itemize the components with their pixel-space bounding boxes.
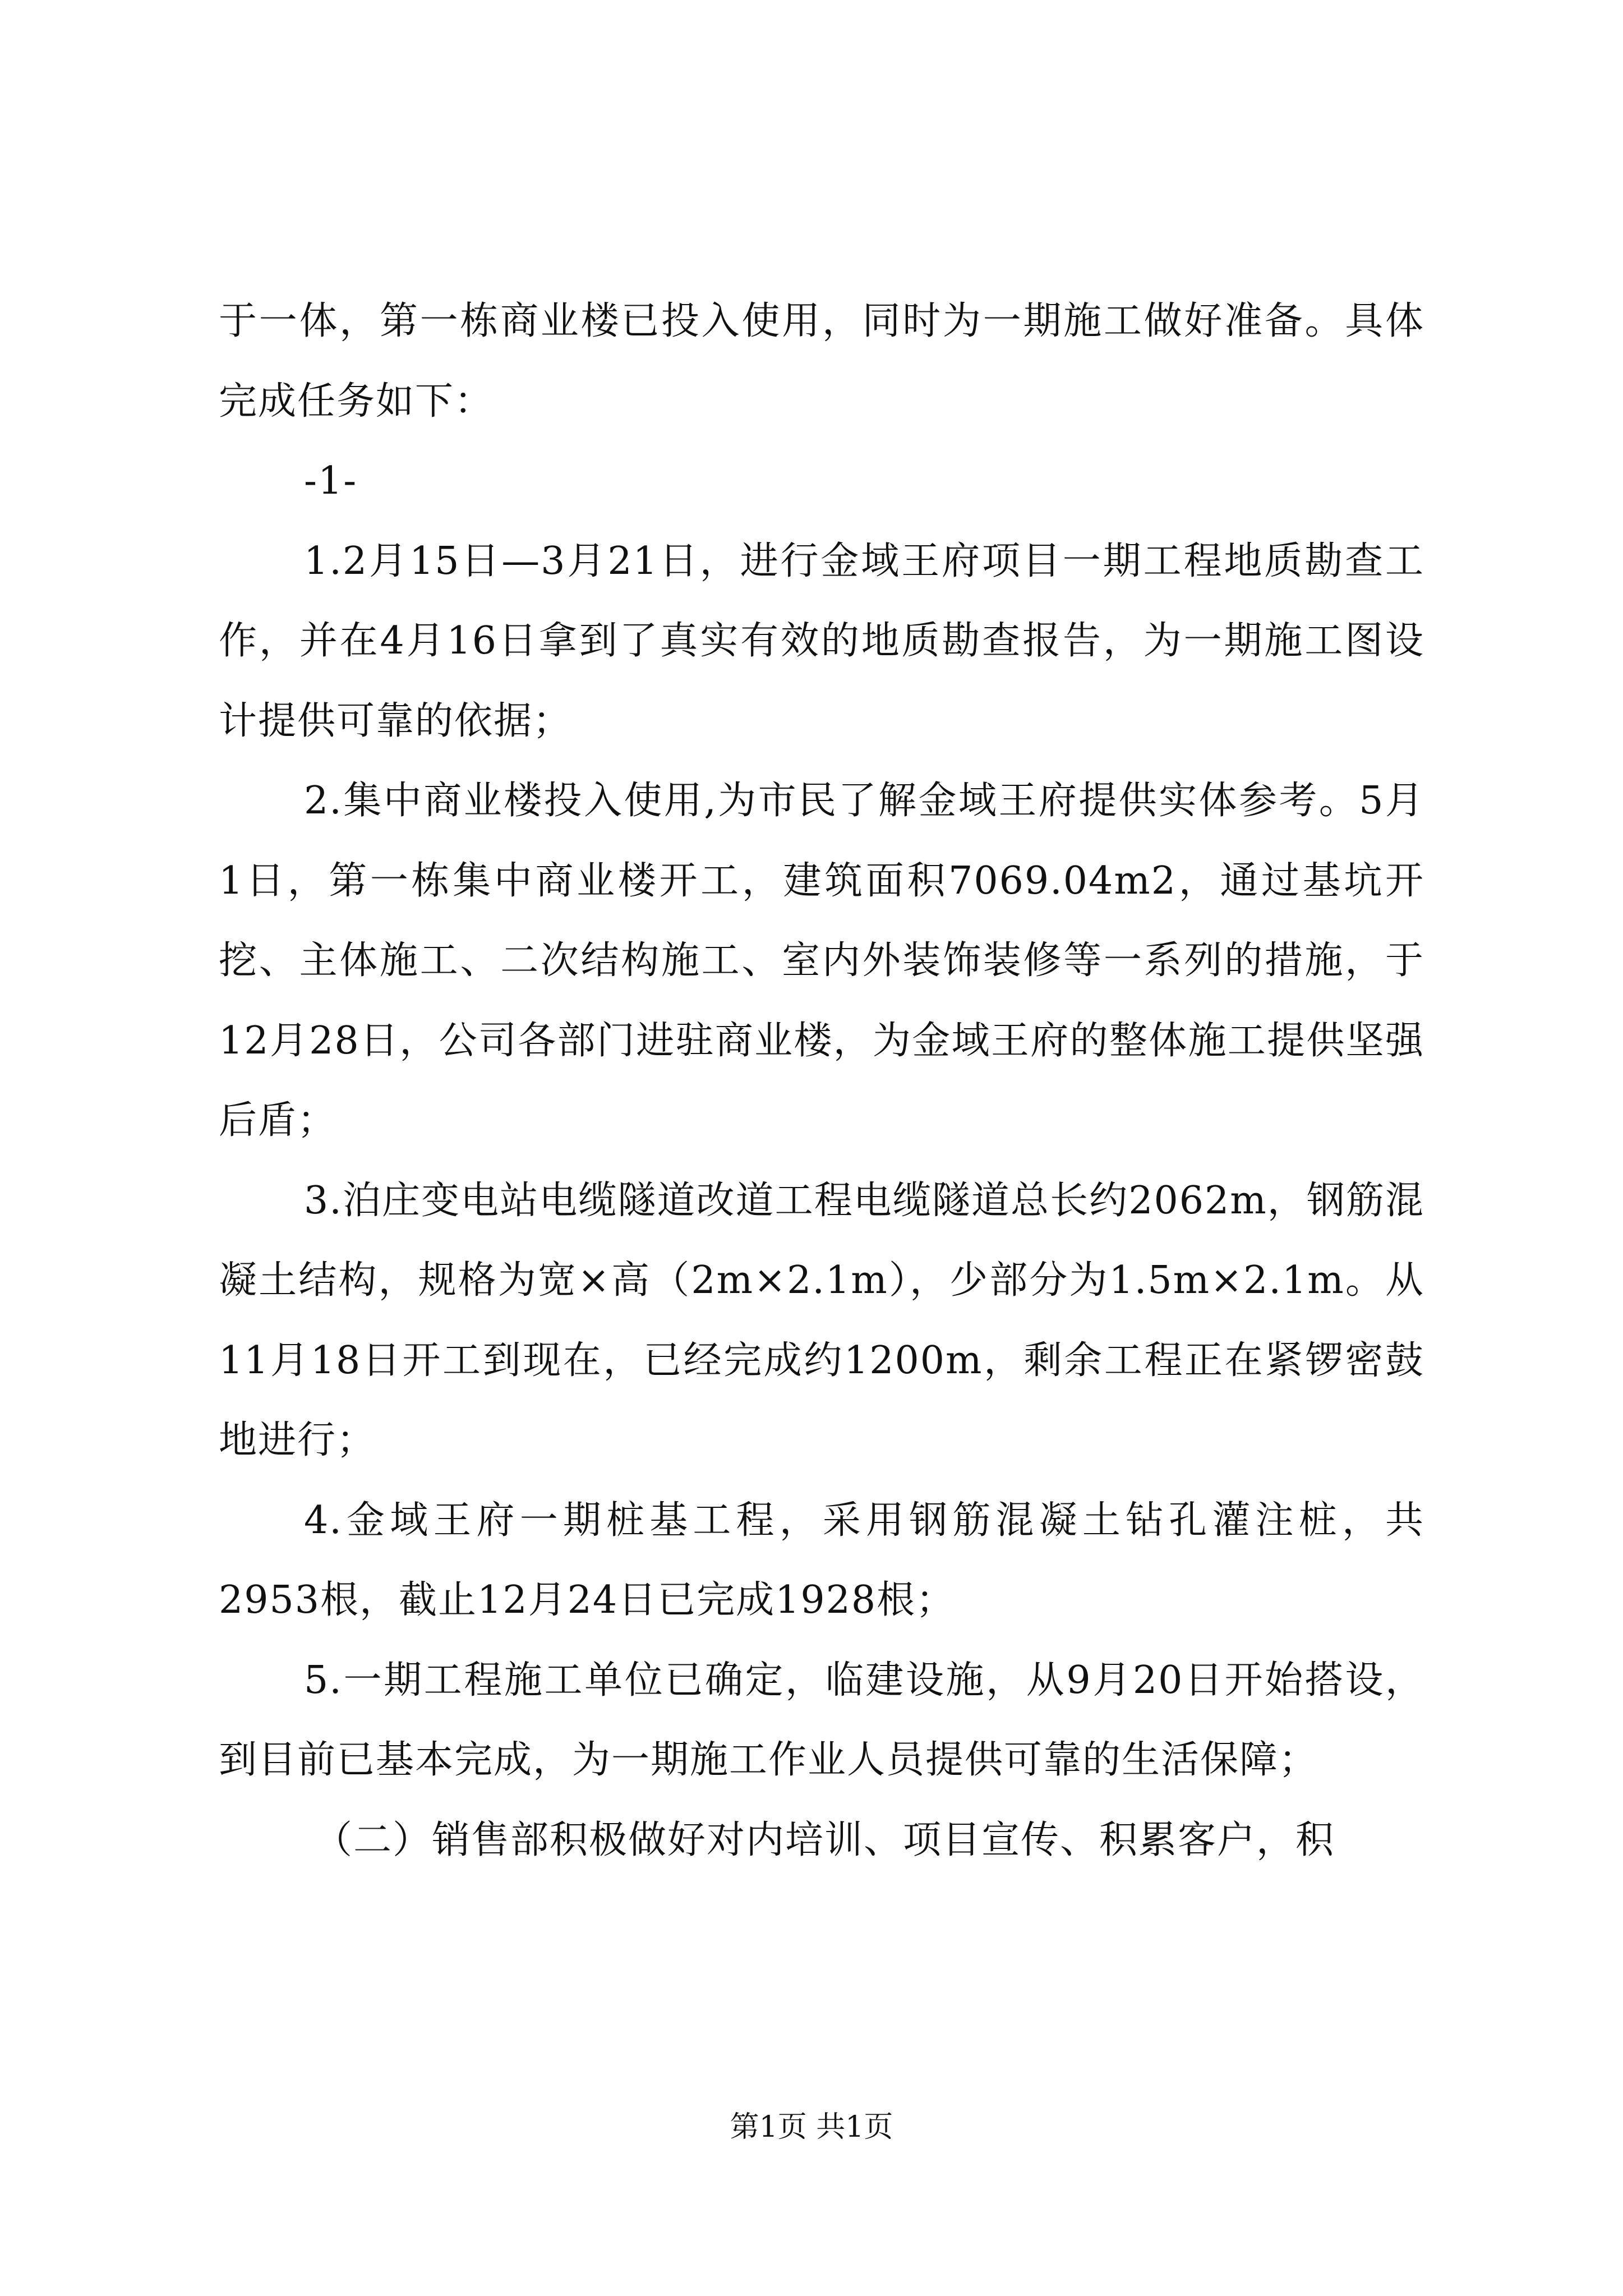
paragraph-item-2: 2.集中商业楼投入使用,为市民了解金域王府提供实体参考。5月1日，第一栋集中商业楼开工，建筑面积7069.04m2，通过基坑开挖、主体施工、二次结构施工、室内外装饰装修等一系列的措施，于12月28日，公司各部门进驻商业楼，为金域王府的整体施工提供坚强后盾；: [219, 779, 1424, 1143]
paragraph-continued: 于一体，第一栋商业楼已投入使用，同时为一期施工做好准备。具体完成任务如下：: [219, 299, 1424, 424]
paragraph-item-1: 1.2月15日—3月21日，进行金域王府项目一期工程地质勘查工作，并在4月16日拿到了真实有效的地质勘查报告，为一期施工图设计提供可靠的依据；: [219, 539, 1424, 743]
paragraph-item-3: 3.泊庄变电站电缆隧道改道工程电缆隧道总长约2062m，钢筋混凝土结构，规格为宽×高（2m×2.1m），少部分为1.5m×2.1m。从11月18日开工到现在，已经完成约1200m，剩余工程正在紧锣密鼓地进行；: [219, 1178, 1424, 1462]
paragraph-item-5: 5.一期工程施工单位已确定，临建设施，从9月20日开始搭设，到目前已基本完成，为一期施工作业人员提供可靠的生活保障；: [219, 1658, 1424, 1782]
paragraph-section-2: （二）销售部积极做好对内培训、项目宣传、积累客户，积: [314, 1818, 1335, 1862]
document-body: [219, 282, 1424, 1880]
page-number-footer: 第1页 共1页: [730, 2110, 893, 2144]
paragraph-page-marker: -1-: [304, 459, 358, 503]
paragraph-item-4: 4.金域王府一期桩基工程，采用钢筋混凝土钻孔灌注桩，共2953根，截止12月24日已完成1928根；: [219, 1498, 1424, 1622]
